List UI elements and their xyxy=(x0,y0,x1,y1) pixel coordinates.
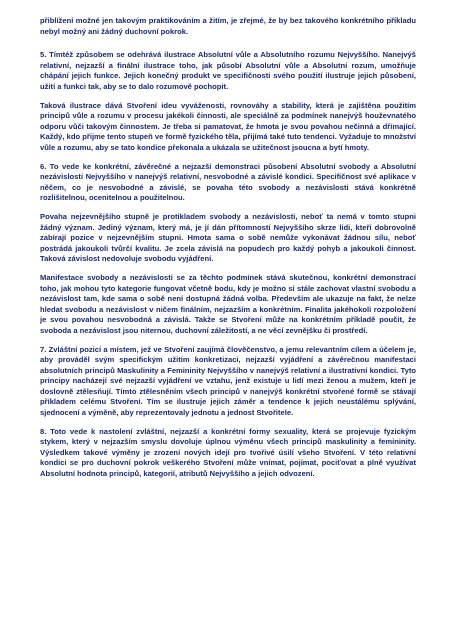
paragraph-5: 5. Tímtéž způsobem se odehrává ilustrace Absolutní vůle a Absolutního rozumu Nejvyššího. Nanejvýš relativní, nejzazší a finální ilustrace toho, jak působí Absolutní vůle a Absolutní rozum, umožňuje chápání jejich funkce. Jejich konečný produkt ve specifičnosti svého použití ilustruje jejich působení, užití a funkci tak, aby se to dalo rozumově pochopit. xyxy=(40,50,416,91)
paragraph-7: 7. Zvláštní pozicí a místem, jež ve Stvoření zaujímá člověčenstvo, a jemu relevantním cílem a účelem je, aby prováděl svým specifickým užitím konkretizaci, nejzazší vyjádření a závěrečnou manifestaci absolutních principů Maskulinity a Femininity Nejvyššího v nanejvýš relativní a ilustrativní kondici. Tyto principy nacházejí své nejzazší vyjádření ve vztahu, jenž existuje u lidí mezi ženou a mužem, kteří je doslovně ztělesňují. Tímto ztělesněním všech principů v nanejvýš konkrétní stvořené formě se stávají příkladem celému Stvoření. Tím se ilustruje jejich záměr a tendence k jejich neustálému splývání, sjednocení a výměně, aby reprezentovaly jednotu a jednost Stvořitele. xyxy=(40,344,416,417)
paragraph-6-outer-stage: Povaha nejzevnějšího stupně je protikladem svobody a nezávislosti, neboť ta nemá v tomto stupni žádný význam. Jediný význam, který má, je jí dán přítomností Nejvyššího skrze lidi, kteří dobrovolně zabírají pozice v nejzevnějším stupni. Hmota sama o sobě nemůže vykonávat žádnou sílu, neboť postrádá jakoukoli tvůrčí kvalitu. Je zcela závislá na popudech pro každý pohyb a jakoukoli činnost. Taková závislost nedovoluje svobodu vyjádření. xyxy=(40,212,416,263)
paragraph-6: 6. To vede ke konkrétní, závěrečné a nejzazší demonstraci působení Absolutní svobody a Absolutní nezávislosti Nejvyššího v nanejvýš relativní, nesvobodné a závislé kondici. Specifičnost své aplikace v něčem, co je nesvobodné a závislé, se povaha této svobody a nezávislosti stává konkrétně rozlišitelnou, ocenitelnou a použitelnou. xyxy=(40,161,416,202)
paragraph-5-illustration: Taková ilustrace dává Stvoření ideu vyváženosti, rovnováhy a stability, která je zajištěna použitím principů vůle a rozumu v procesu jakékoli činnosti, ale speciálně za podmínek nanejvýš houževnatého odporu vůči takovým činnostem. Je třeba si pamatovat, že hmota je svou povahou nečinná a dřímající. Každý, kdo přijme tento stupeň ve formě fyzického těla, přijímá také tuto tendenci. Vyžaduje to množství vůle a rozumu, aby se tato kondice překonala a ukázala se užitečnost jsoucna a bytí hmoty. xyxy=(40,100,416,152)
paragraph-8: 8. Toto vede k nastolení zvláštní, nejzazší a konkrétní formy sexuality, která se projevuje fyzickým stykem, který v nejzazším smyslu dovoluje úplnou výměnu všech principů maskulinity a femininity. Výsledkem takové výměny je zrození nových idejí pro tvořivé úsilí všeho Stvoření. V této relativní kondici se pro duchovní pokrok veškerého Stvoření může vnímat, pojímat, pociťovat a plně využívat Absolutní hodnota principů, kategorií, atributů Nejvyššího a jejich odvození. xyxy=(40,426,416,478)
paragraph-intro: přiblížení možné jen takovým praktikováním a žitím, je zřejmé, že by bez takového konkrétního příkladu nebyl možný ani žádný duchovní pokrok. xyxy=(40,16,416,36)
paragraph-6-manifestation: Manifestace svobody a nezávislosti se za těchto podmínek stává skutečnou, konkrétní demonstrací toho, jak mohou tyto kategorie fungovat včetně bodu, kdy je možno si stále zachovat vlastní svobodu a nezávislost tam, kde sama o sobě není dostupná žádná volba. Především ale ukazuje na fakt, že nelze hledat svobodu a nezávislost v ničem finálním, nejzazším a konkrétním. Finalita jakéhokoli rozpoložení je svou povahou nesvobodná a závislá. Takže se Stvoření může na konkrétním příkladě poučit, že svoboda a nezávislost jsou niternou, duchovní záležitostí, a ne věcí zevnějšku či prostředí. xyxy=(40,273,416,335)
